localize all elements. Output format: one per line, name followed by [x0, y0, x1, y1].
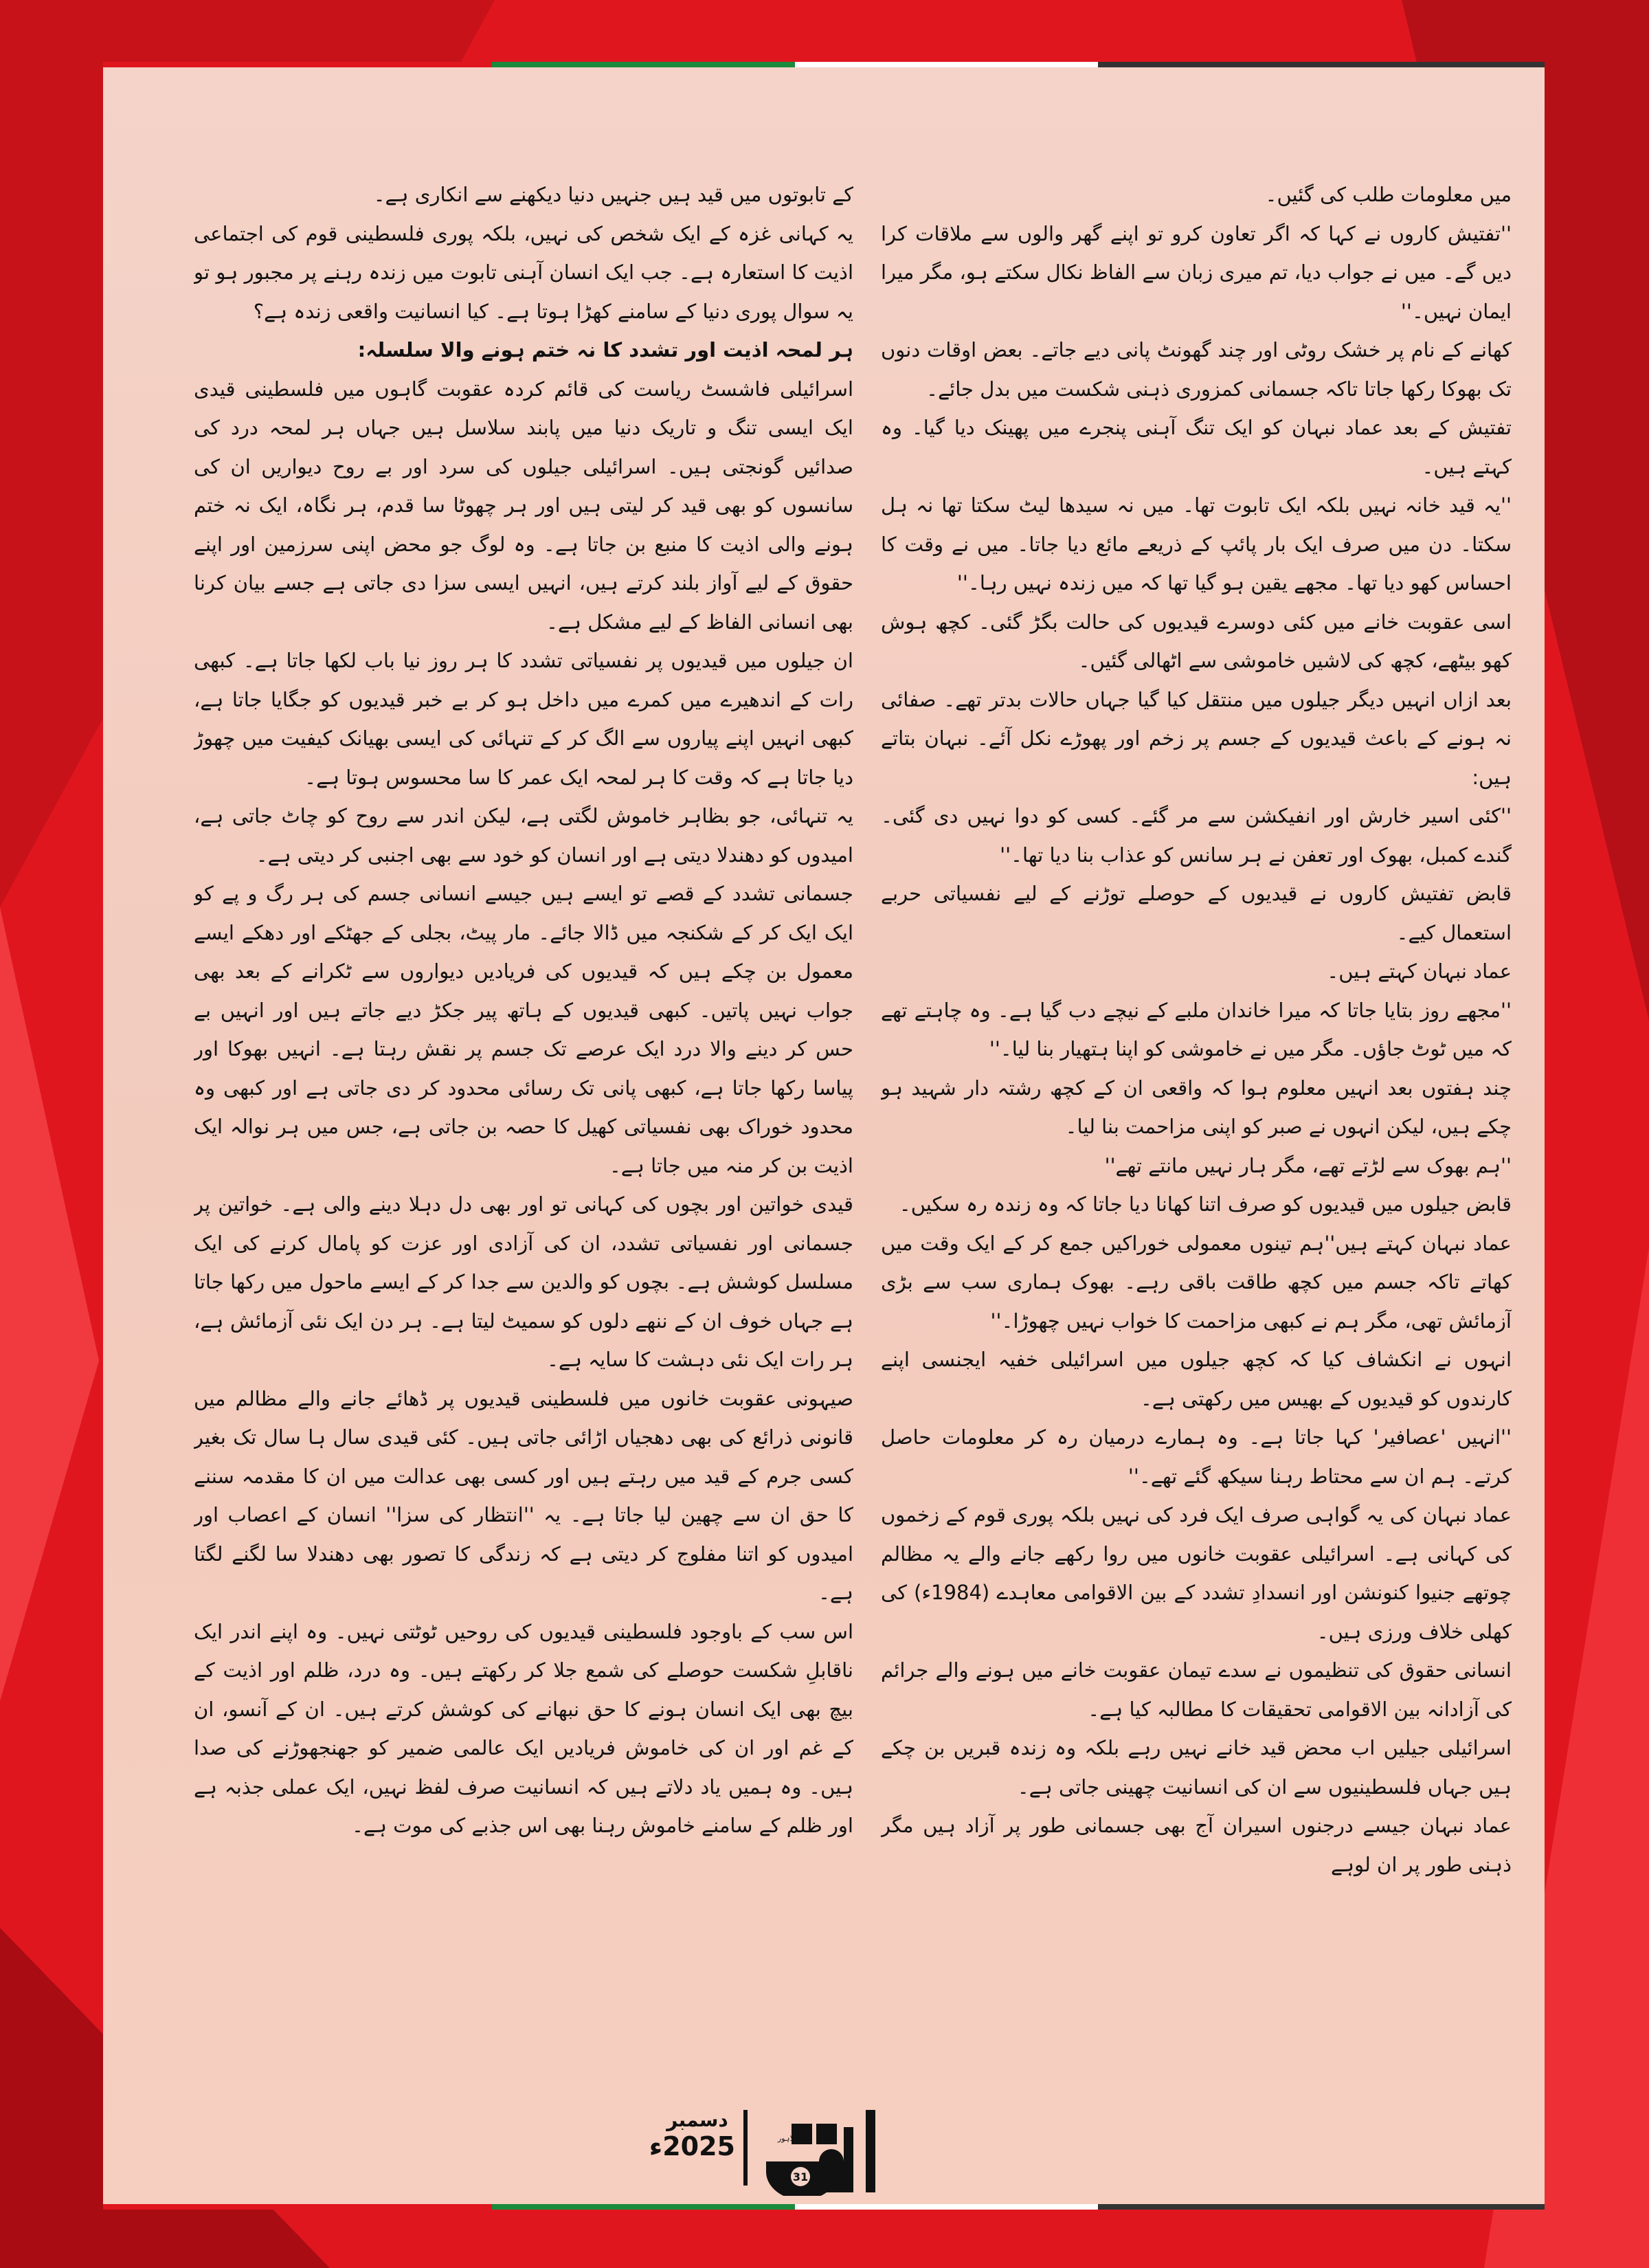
paragraph: ان جیلوں میں قیدیوں پر نفسیاتی تشدد کا ہر روز نیا باب لکھا جاتا ہے۔ کبھی رات کے اندھیرے میں کمرے میں داخل ہو کر بے خبر قیدیوں کو جگایا جاتا ہے، کبھی انہیں اپنے پیاروں سے الگ کر کے تنہائی کی ایسی بھیانک کیفیت میں چھوڑ دیا جاتا ہے کہ وقت کا ہر لمحہ ایک عمر کا سا محسوس ہوتا ہے۔ [194, 649, 853, 789]
bottom-color-strip [103, 2204, 1545, 2210]
paragraph: عماد نبہان کہتے ہیں۔ [1327, 959, 1512, 983]
paragraph: یہ کہانی غزہ کے ایک شخص کی نہیں، بلکہ پوری فلسطینی قوم کی اجتماعی اذیت کا استعارہ ہے۔ جب ایک انسان آہنی تابوت میں زندہ رہنے پر مجبور ہو تو یہ سوال پوری دنیا کے سامنے کھڑا ہوتا ہے۔ کیا انسانیت واقعی زندہ ہے؟ [194, 221, 853, 323]
paragraph: اس سب کے باوجود فلسطینی قیدیوں کی روحیں ٹوٹتی نہیں۔ وہ اپنے اندر ایک ناقابلِ شکست حوصلے کی شمع جلا کر رکھتے ہیں۔ وہ درد، ظلم اور اذیت کے بیچ بھی ایک انسان ہونے کا حق نبھانے کی کوشش کرتے ہیں۔ ان کے آنسو، ان کے غم اور ان کی خاموش فریادیں ایک عالمی ضمیر کو جھنجھوڑنے کی صدا ہیں۔ وہ ہمیں یاد دلاتے ہیں کہ انسانیت صرف لفظ نہیں، ایک عملی جذبہ ہے اور ظلم کے سامنے خاموش رہنا بھی اس جذبے کی موت ہے۔ [194, 1619, 853, 1837]
paragraph: تفتیش کے بعد عماد نبہان کو ایک تنگ آہنی پنجرے میں پھینک دیا گیا۔ وہ کہتے ہیں۔ [881, 416, 1512, 478]
svg-text:لاہور: لاہور [778, 2134, 794, 2143]
issue-month: دسمبر [666, 2109, 728, 2131]
paragraph: جسمانی تشدد کے قصے تو ایسے ہیں جیسے انسانی جسم کی ہر رگ و پے کو ایک ایک کر کے شکنجہ میں ڈالا جائے۔ مار پیٹ، بجلی کے جھٹکے اور دھکے ایسے معمول بن چکے ہیں کہ قیدیوں کی فریادیں دیواروں سے ٹکرانے کے بعد بھی جواب نہیں پاتیں۔ کبھی قیدیوں کے ہاتھ پیر جکڑ دیے جاتے ہیں اور انہیں بے حس کر دینے والا درد ایک عرصے تک جسم پر نقش رہتا ہے۔ انہیں بھوکا اور پیاسا رکھا جاتا ہے، کبھی پانی تک رسائی محدود کر دی جاتی ہے اور کبھی وہ محدود خوراک بھی نفسیاتی کھیل کا حصہ بن جاتی ہے، جس میں ہر نوالہ ایک اذیت بن کر منہ میں جاتا ہے۔ [194, 882, 853, 1177]
paragraph: عماد نبہان کہتے ہیں''ہم تینوں معمولی خوراکیں جمع کر کے ایک وقت میں کھاتے تاکہ جسم میں کچھ طاقت باقی رہے۔ بھوک ہماری سب سے بڑی آزمائش تھی، مگر ہم نے کبھی مزاحمت کا خواب نہیں چھوڑا۔'' [881, 1231, 1512, 1333]
paragraph: ''مجھے روز بتایا جاتا کہ میرا خاندان ملبے کے نیچے دب گیا ہے۔ وہ چاہتے تھے کہ میں ٹوٹ جاؤں۔ مگر میں نے خاموشی کو اپنا ہتھیار بنا لیا۔'' [881, 998, 1512, 1060]
paragraph: ''کئی اسیر خارش اور انفیکشن سے مر گئے۔ کسی کو دوا نہیں دی گئی۔ گندے کمبل، بھوک اور تعفن نے ہر سانس کو عذاب بنا دیا تھا۔'' [881, 804, 1512, 867]
article-column-right [881, 175, 1512, 2120]
page-number: 31 [792, 2170, 809, 2183]
issue-year: 2025ء [649, 2131, 735, 2161]
article-column-left [194, 175, 853, 2120]
paragraph: اسرائیلی فاشسٹ ریاست کی قائم کردہ عقوبت گاہوں میں فلسطینی قیدی ایک ایسی تنگ و تاریک دنیا میں پابند سلاسل ہیں جہاں ہر لمحہ درد کی صدائیں گونجتی ہیں۔ اسرائیلی جیلوں کی سرد اور بے روح دیواریں ان کی سانسوں کو بھی قید کر لیتی ہیں اور ہر چھوٹا سا قدم، ہر نگاہ، ایک نہ ختم ہونے والی اذیت کا منبع بن جاتا ہے۔ وہ لوگ جو محض اپنی سرزمین اور اپنے حقوق کے لیے آواز بلند کرتے ہیں، انہیں ایسی سزا دی جاتی ہے جسے بیان کرنا بھی انسانی الفاظ کے لیے مشکل ہے۔ [194, 377, 853, 634]
paragraph: کے تابوتوں میں قید ہیں جنہیں دنیا دیکھنے سے انکاری ہے۔ [373, 183, 853, 206]
paragraph: انہوں نے انکشاف کیا کہ کچھ جیلوں میں اسرائیلی خفیہ ایجنسی اپنے کارندوں کو قیدیوں کے بھیس میں رکھتی ہے۔ [881, 1348, 1512, 1410]
magazine-logo [763, 2106, 900, 2196]
paragraph: ''انہیں 'عصافیر' کہا جاتا ہے۔ وہ ہمارے درمیان رہ کر معلومات حاصل کرتے۔ ہم ان سے محتاط رہنا سیکھ گئے تھے۔'' [881, 1425, 1512, 1488]
paragraph: ''یہ قید خانہ نہیں بلکہ ایک تابوت تھا۔ میں نہ سیدھا لیٹ سکتا تھا نہ ہل سکتا۔ دن میں صرف ایک بار پائپ کے ذریعے مائع دیا جاتا۔ میں نے وقت کا احساس کھو دیا تھا۔ مجھے یقین ہو گیا تھا کہ میں زندہ نہیں رہا۔'' [881, 493, 1512, 594]
paragraph: اسرائیلی جیلیں اب محض قید خانے نہیں رہے بلکہ وہ زندہ قبریں بن چکے ہیں جہاں فلسطینیوں سے ان کی انسانیت چھینی جاتی ہے۔ [881, 1736, 1512, 1799]
paragraph: قیدی خواتین اور بچوں کی کہانی تو اور بھی دل دہلا دینے والی ہے۔ خواتین پر جسمانی اور نفسیاتی تشدد، ان کی آزادی اور عزت کو پامال کرنے کی ایک مسلسل کوشش ہے۔ بچوں کو والدین سے جدا کر کے ایسے ماحول میں رکھا جاتا ہے جہاں خوف ان کے ننھے دلوں کو سمیٹ لیتا ہے۔ ہر دن ایک نئی آزمائش ہے، ہر رات ایک نئی دہشت کا سایہ ہے۔ [194, 1192, 853, 1371]
paragraph: قابض جیلوں میں قیدیوں کو صرف اتنا کھانا دیا جاتا کہ وہ زندہ رہ سکیں۔ [899, 1192, 1512, 1216]
paragraph: میں معلومات طلب کی گئیں۔ [1265, 183, 1512, 206]
paragraph: صیہونی عقوبت خانوں میں فلسطینی قیدیوں پر ڈھائے جانے والے مظالم میں قانونی ذرائع کی بھی دھجیاں اڑائی جاتی ہیں۔ کئی قیدی سال ہا سال تک بغیر کسی جرم کے قید میں رہتے ہیں اور کسی بھی عدالت میں ان کا مقدمہ سننے کا حق ان سے چھین لیا جاتا ہے۔ یہ ''انتظار کی سزا'' انسان کے اعصاب اور امیدوں کو اتنا مفلوج کر دیتی ہے کہ زندگی کا تصور بھی دھندلا سا لگنے لگتا ہے۔ [194, 1386, 853, 1604]
footer-divider [743, 2110, 748, 2186]
paragraph: اسی عقوبت خانے میں کئی دوسرے قیدیوں کی حالت بگڑ گئی۔ کچھ ہوش کھو بیٹھے، کچھ کی لاشیں خاموشی سے اٹھالی گئیں۔ [881, 610, 1512, 672]
paragraph: چند ہفتوں بعد انہیں معلوم ہوا کہ واقعی ان کے کچھ رشتہ دار شہید ہو چکے ہیں، لیکن انہوں نے صبر کو اپنی مزاحمت بنا لیا۔ [881, 1076, 1512, 1138]
top-color-strip [103, 62, 1545, 67]
issue-date [649, 2109, 735, 2161]
paragraph: ''ہم بھوک سے لڑتے تھے، مگر ہار نہیں مانتے تھے'' [1104, 1153, 1512, 1177]
page-footer [0, 2096, 1649, 2192]
section-heading: ہر لمحہ اذیت اور تشدد کا نہ ختم ہونے والا سلسلہ: [357, 338, 853, 362]
paragraph: بعد ازاں انہیں دیگر جیلوں میں منتقل کیا گیا جہاں حالات بدتر تھے۔ صفائی نہ ہونے کے باعث قیدیوں کے جسم پر زخم اور پھوڑے نکل آئے۔ نبہان بتاتے ہیں: [881, 687, 1512, 789]
paragraph: عماد نبہان کی یہ گواہی صرف ایک فرد کی نہیں بلکہ پوری قوم کے زخموں کی کہانی ہے۔ اسرائیلی عقوبت خانوں میں روا رکھے جانے والے یہ مظالم چوتھے جنیوا کنونشن اور انسدادِ تشدد کے بین الاقوامی معاہدے (1984ء) کی کھلی خلاف ورزی ہیں۔ [881, 1503, 1512, 1643]
paragraph: عماد نبہان جیسے درجنوں اسیران آج بھی جسمانی طور پر آزاد ہیں مگر ذہنی طور پر ان لوہے [881, 1814, 1512, 1876]
paragraph: قابض تفتیش کاروں نے قیدیوں کے حوصلے توڑنے کے لیے نفسیاتی حربے استعمال کیے۔ [881, 882, 1512, 944]
paragraph: انسانی حقوق کی تنظیموں نے سدے تیمان عقوبت خانے میں ہونے والے جرائم کی آزادانہ بین الاقوامی تحقیقات کا مطالبہ کیا ہے۔ [881, 1658, 1512, 1721]
paragraph: یہ تنہائی، جو بظاہر خاموش لگتی ہے، لیکن اندر سے روح کو چاٹ جاتی ہے، امیدوں کو دھندلا دیتی ہے اور انسان کو خود سے بھی اجنبی کر دیتی ہے۔ [194, 804, 853, 867]
paragraph: کھانے کے نام پر خشک روٹی اور چند گھونٹ پانی دیے جاتے۔ بعض اوقات دنوں تک بھوکا رکھا جاتا تاکہ جسمانی کمزوری ذہنی شکست میں بدل جائے۔ [881, 338, 1512, 401]
paragraph: ''تفتیش کاروں نے کہا کہ اگر تعاون کرو تو اپنے گھر والوں سے ملاقات کرا دیں گے۔ میں نے جواب دیا، تم میری زبان سے الفاظ نکال سکتے ہو، مگر میرا ایمان نہیں۔'' [881, 221, 1512, 323]
